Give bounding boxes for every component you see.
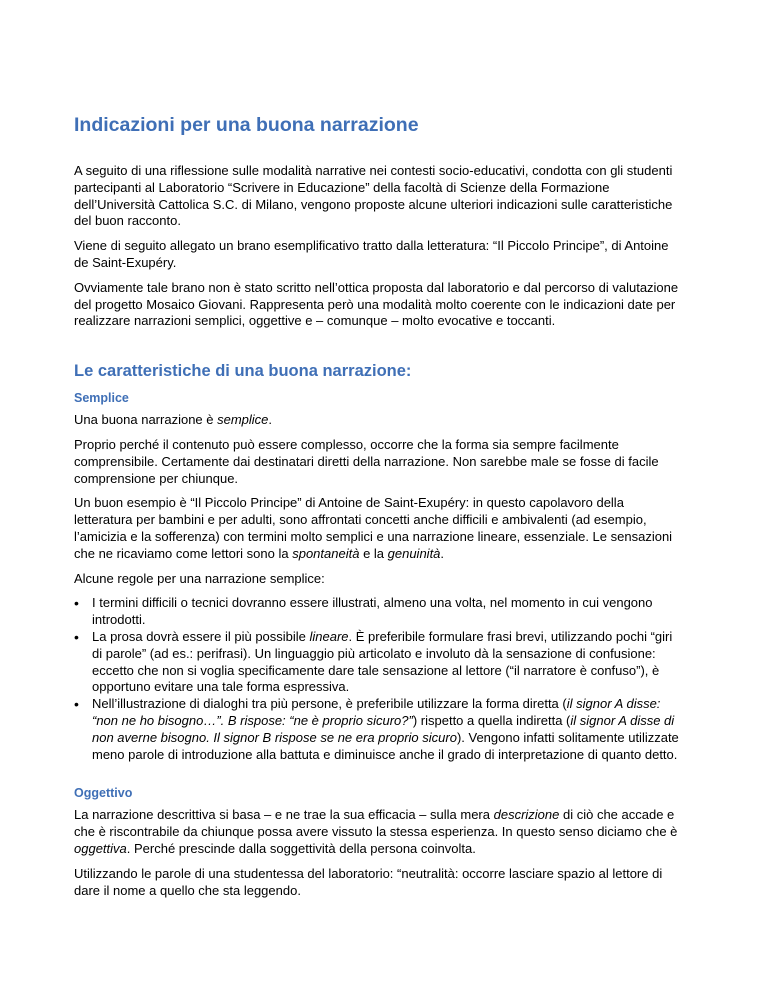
- bullet-icon: •: [74, 696, 79, 713]
- section-title: Le caratteristiche di una buona narrazione:: [74, 362, 412, 381]
- list-item: • Nell’illustrazione di dialoghi tra più persone, è preferibile utilizzare la forma diretta (il signor A disse: “non ne ho bisogno…”. B rispose: “ne è proprio sicuro?”) rispetto a quella indiretta (il signor A disse di non averne bisogno. Il signor B rispose se ne era proprio sicuro). Vengono infatti solitamente utilizzate meno parole di introduzione alla battuta e diminuisce anche il grado di interpretazione di quanto detto.: [74, 696, 679, 762]
- semplice-rules-intro: Alcune regole per una narrazione semplice:: [74, 570, 325, 586]
- subsection-semplice-heading: Semplice: [74, 391, 129, 406]
- semplice-paragraph-1: Una buona narrazione è semplice.: [74, 412, 273, 428]
- intro-paragraph-1: A seguito di una riflessione sulle modalità narrative nei contesti socio-educativi, condotta con gli studenti partecipanti al Laboratorio “Scrivere in Educazione” della facoltà di Scienze della Formazione dell’Università Cattolica S.C. di Milano, vengono proposte alcune ulteriori indicazioni sulle caratteristiche del buon racconto.: [74, 163, 673, 229]
- subsection-oggettivo-heading: Oggettivo: [74, 786, 133, 801]
- semplice-paragraph-3: Un buon esempio è “Il Piccolo Principe” di Antoine de Saint-Exupéry: in questo capolavoro della letteratura per bambini e per adulti, sono affrontati concetti anche difficili e ambivalenti (ad esempio, l’amicizia e la sofferenza) con termini molto semplici e una narrazione lineare, essenziale. Le sensazioni che ne ricaviamo come lettori sono la spontaneità e la genuinità.: [74, 495, 673, 561]
- semplice-rules-list: [74, 595, 680, 763]
- bullet-icon: •: [74, 595, 79, 612]
- oggettivo-paragraph-2: Utilizzando le parole di una studentessa del laboratorio: “neutralità: occorre lasciare spazio al lettore di dare il nome a quello che sta leggendo.: [74, 865, 663, 898]
- list-item: • La prosa dovrà essere il più possibile lineare. È preferibile formulare frasi brevi, utilizzando pochi “giri di parole” (ad es.: perifrasi). Un linguaggio più articolato e involuto dà la sensazione di confusione: eccetto che non si voglia specificamente dare tale sensazione al lettore (“il narratore è confuso”), è opportuno evitare una tale forma espressiva.: [74, 628, 673, 695]
- list-item: • I termini difficili o tecnici dovranno essere illustrati, almeno una volta, nel momento in cui vengono introdotti.: [74, 595, 653, 628]
- bullet-icon: •: [74, 628, 79, 645]
- intro-paragraph-3: Ovviamente tale brano non è stato scritto nell’ottica proposta dal laboratorio e dal percorso di valutazione del progetto Mosaico Giovani. Rappresenta però una modalità molto coerente con le indicazioni date per realizzare narrazioni semplici, oggettive e – comunque – molto evocative e toccanti.: [74, 279, 679, 329]
- semplice-paragraph-2: Proprio perché il contenuto può essere complesso, occorre che la forma sia sempre facilmente comprensibile. Certamente dai destinatari diretti della narrazione. Non sarebbe male se fosse di facile comprensione per chiunque.: [74, 436, 659, 486]
- intro-paragraph-2: Viene di seguito allegato un brano esemplificativo tratto dalla letteratura: “Il Piccolo Principe”, di Antoine de Saint-Exupéry.: [74, 238, 669, 270]
- document-title: Indicazioni per una buona narrazione: [74, 114, 419, 136]
- oggettivo-paragraph-1: La narrazione descrittiva si basa – e ne trae la sua efficacia – sulla mera descrizione di ciò che accade e che è riscontrabile da chiunque possa avere vissuto la stessa esperienza. In questo senso diciamo che è oggettiva. Perché prescinde dalla soggettività della persona coinvolta.: [74, 807, 678, 856]
